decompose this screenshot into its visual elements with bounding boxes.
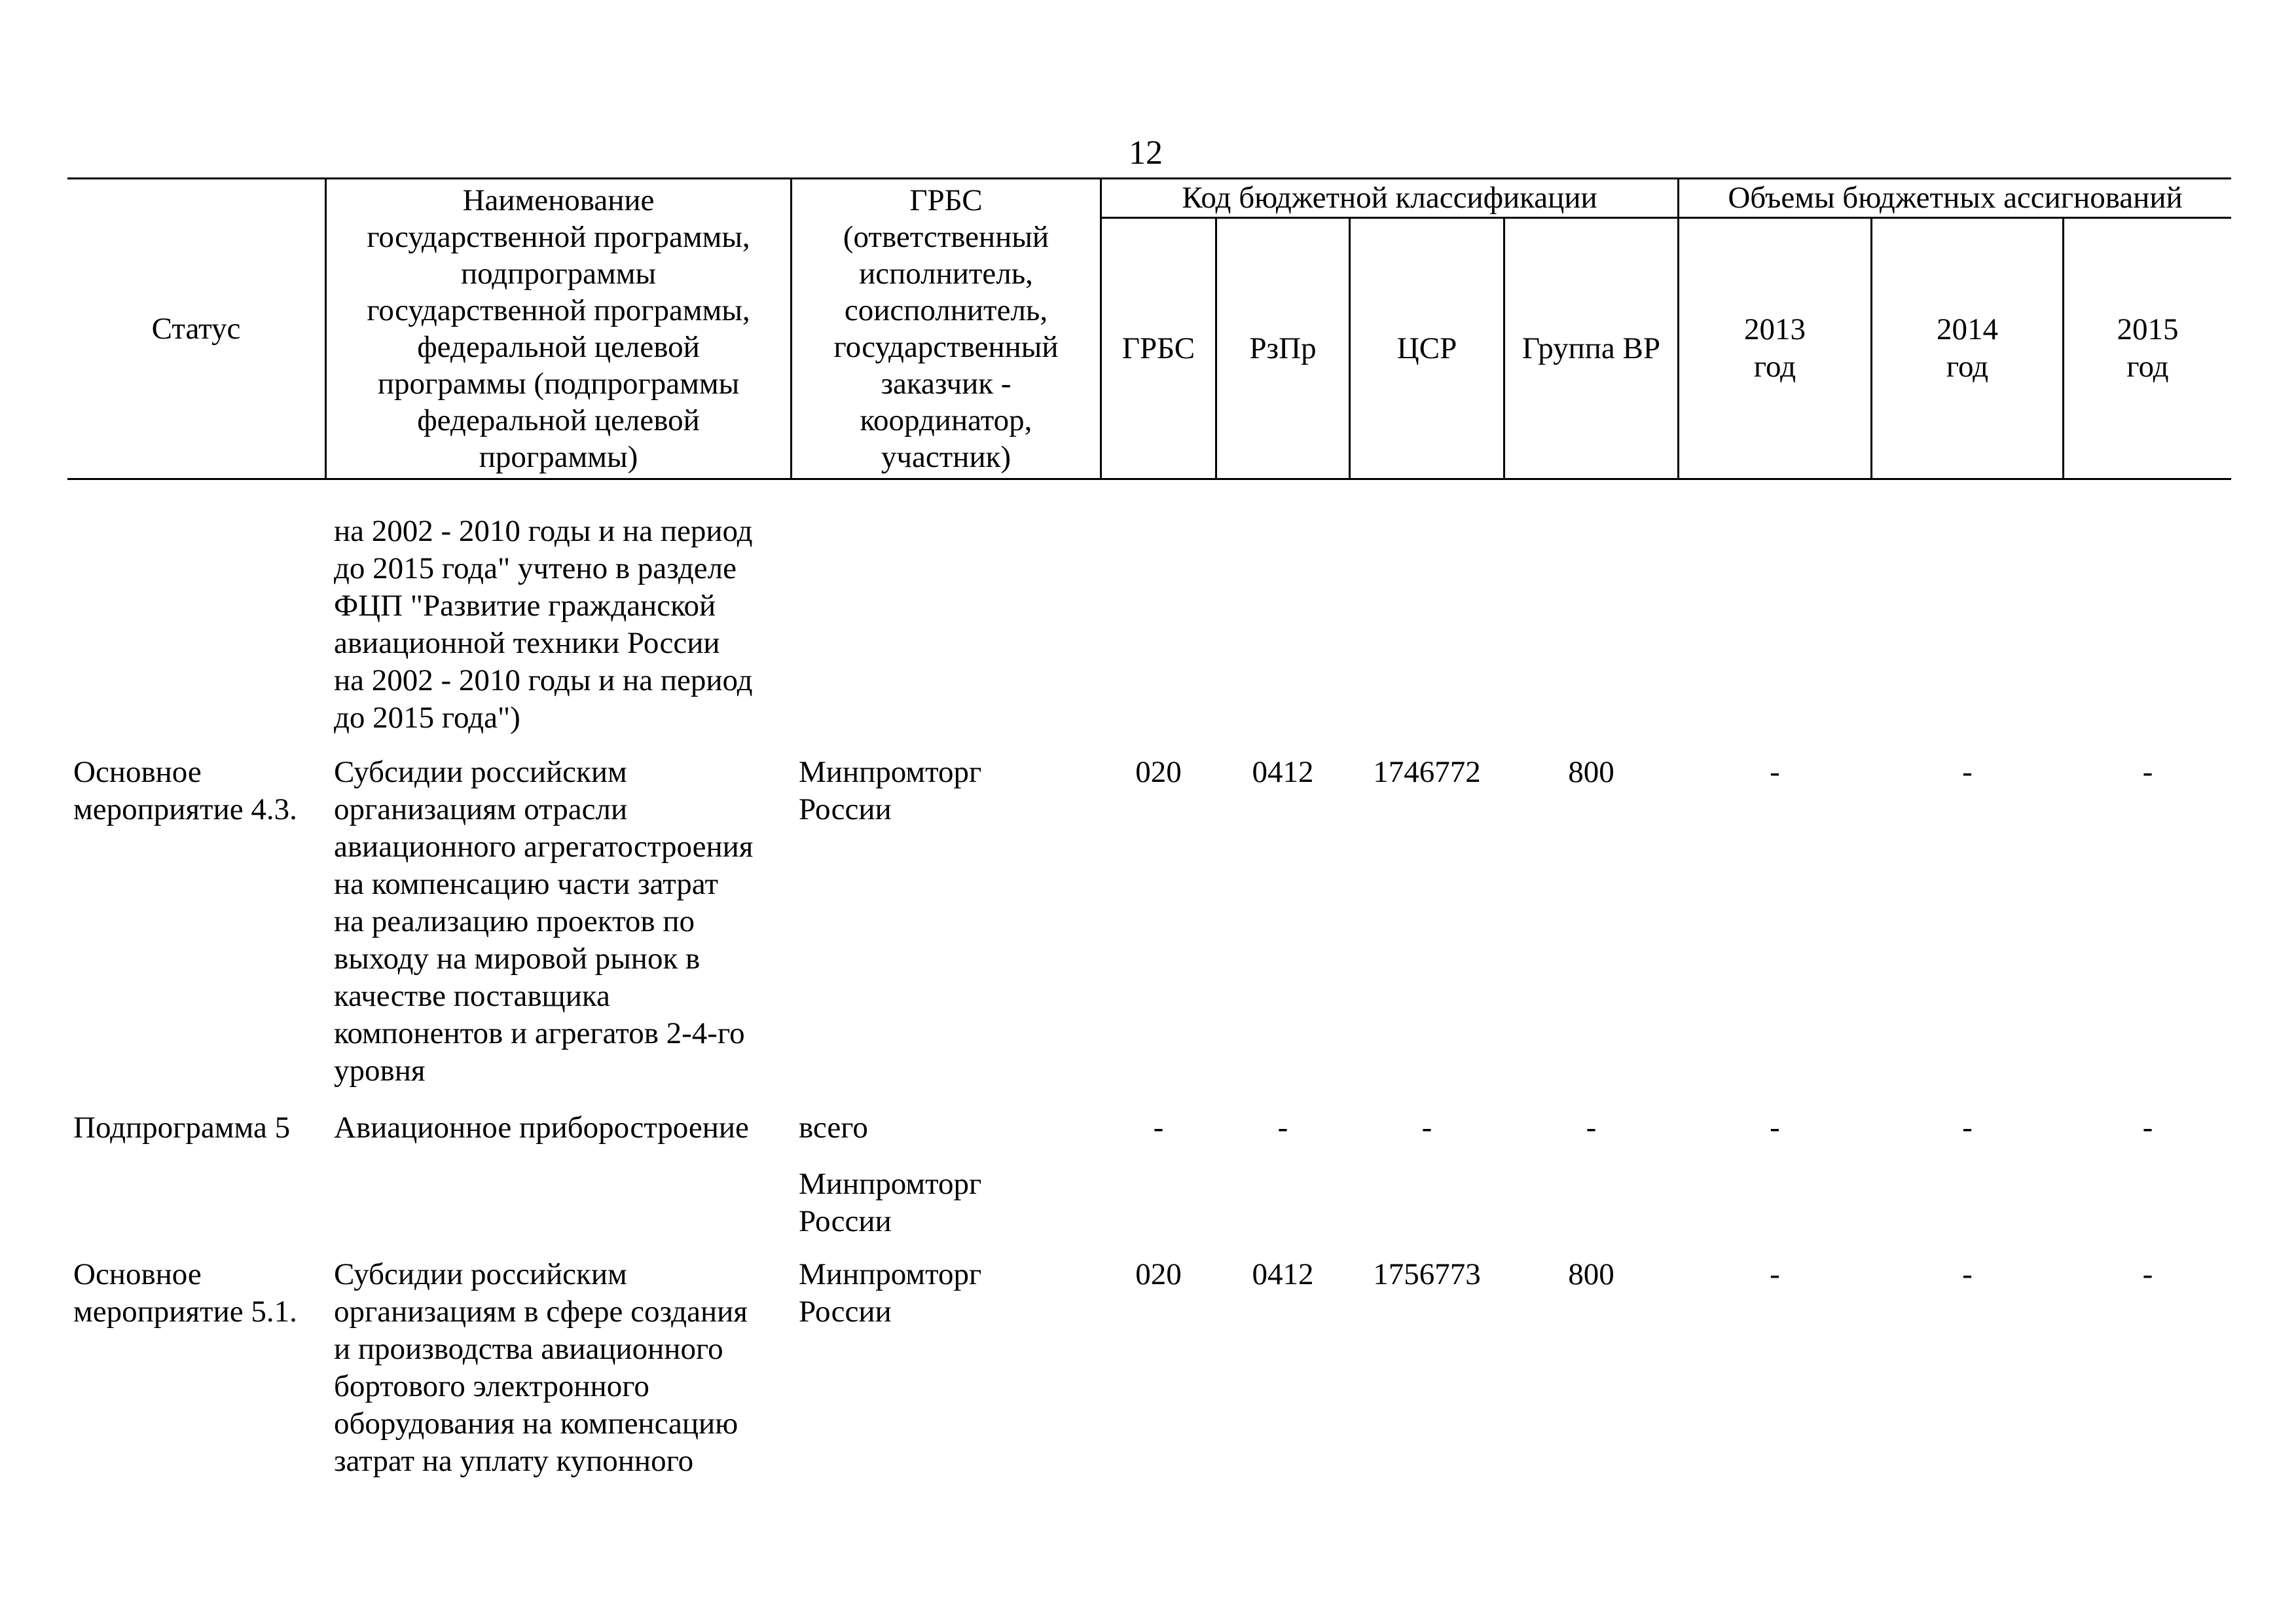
row-continuation-name: на 2002 - 2010 годы и на период до 2015 года" учтено в разделе ФЦП "Развитие гражданской авиационной техники России на 2002 - 2010 годы и на период до 2015 года") [334, 514, 753, 735]
header-bottom-rule [67, 478, 2231, 480]
header-code-group: Код бюджетной классификации [1182, 181, 1597, 215]
row-vr: - [1586, 1111, 1597, 1145]
row-grbs: 020 [1135, 1257, 1182, 1291]
row-y2015: - [2142, 755, 2153, 789]
row-executor: всего [799, 1111, 868, 1145]
row-name: Субсидии российским организациям отрасли авиационного агрегатостроения на компенсацию части затрат на реализацию проектов по выходу на мировой рынок в качестве поставщика компонентов и агрегатов 2-4-го уровня [334, 755, 754, 1088]
row-rzpr: - [1277, 1111, 1288, 1145]
header-year-2014: 2014 год [1937, 312, 1998, 384]
header-status: Статус [151, 311, 241, 346]
page-number: 12 [1129, 134, 1163, 172]
row-grbs: - [1153, 1111, 1164, 1145]
row-csr: 1746772 [1373, 755, 1481, 789]
header-rzpr: РзПр [1249, 331, 1317, 365]
row-name: Авиационное приборостроение [334, 1111, 749, 1145]
row-status: Основное мероприятие 4.3. [73, 755, 297, 826]
row-executor: Минпромторг России [799, 1167, 982, 1238]
row-vr: 800 [1568, 755, 1614, 789]
row-executor: Минпромторг России [799, 1257, 982, 1329]
row-y2013: - [1770, 1111, 1780, 1145]
row-y2014: - [1962, 755, 1973, 789]
row-y2013: - [1770, 1257, 1780, 1291]
header-volumes-group: Объемы бюджетных ассигнований [1728, 181, 2183, 215]
row-y2014: - [1962, 1111, 1973, 1145]
header-year-2013: 2013 год [1744, 312, 1806, 384]
row-rzpr: 0412 [1252, 1257, 1314, 1291]
row-y2014: - [1962, 1257, 1973, 1291]
header-csr: ЦСР [1396, 331, 1457, 365]
row-status: Основное мероприятие 5.1. [73, 1257, 297, 1329]
row-status: Подпрограмма 5 [73, 1111, 291, 1145]
row-rzpr: 0412 [1252, 755, 1314, 789]
row-y2013: - [1770, 755, 1780, 789]
header-program-name: Наименование государственной программы, подпрограммы государственной программы, федеральной целевой программы (подпрограммы федеральной целевой программы) [367, 183, 750, 474]
row-y2015: - [2142, 1257, 2153, 1291]
header-grbs: ГРБС [1121, 331, 1195, 365]
row-csr: - [1421, 1111, 1432, 1145]
row-csr: 1756773 [1373, 1257, 1481, 1291]
row-y2015: - [2142, 1111, 2153, 1145]
row-name: Субсидии российским организациям в сфере создания и производства авиационного бортового электронного оборудования на компенсацию затрат на уплату купонного [334, 1257, 748, 1478]
row-executor: Минпромторг России [799, 755, 982, 826]
row-vr: 800 [1568, 1257, 1614, 1291]
header-year-2015: 2015 год [2117, 312, 2179, 384]
row-grbs: 020 [1135, 755, 1182, 789]
header-grbs-executor: ГРБС (ответственный исполнитель, соисполнитель, государственный заказчик - координатор, участник) [833, 183, 1059, 474]
header-vr: Группа ВР [1522, 331, 1660, 365]
